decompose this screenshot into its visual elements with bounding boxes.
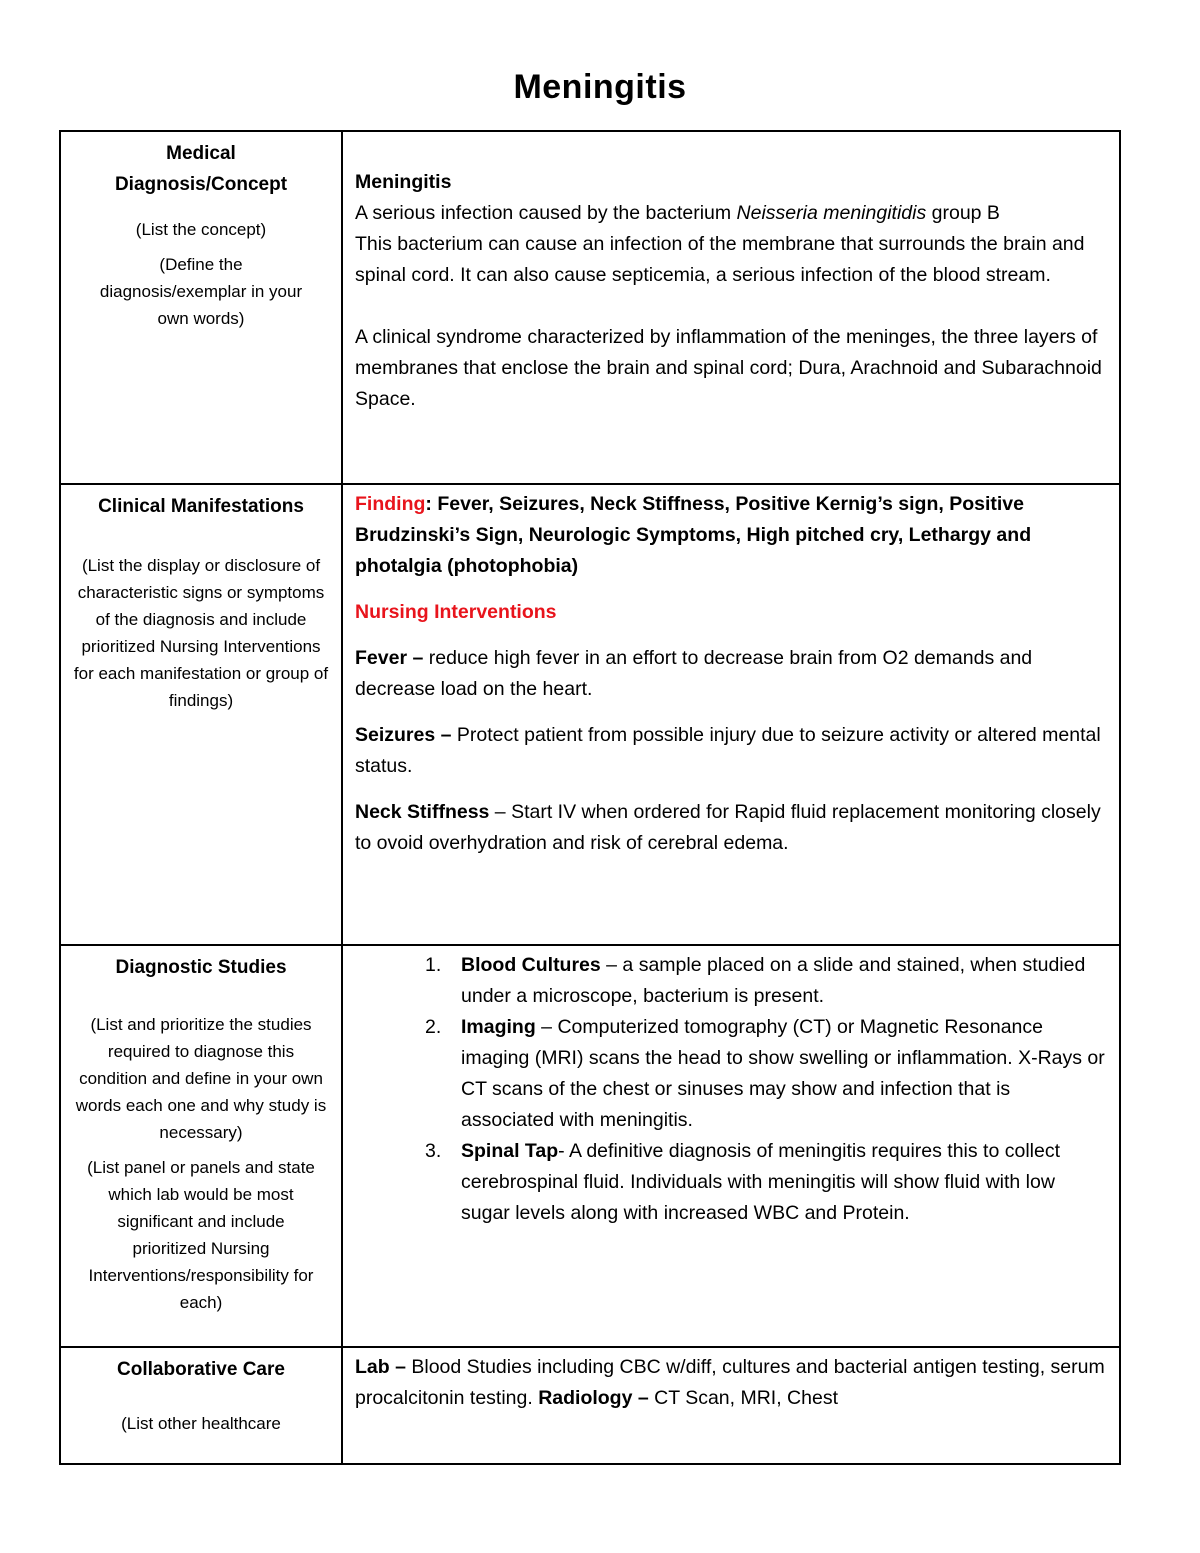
seizures-intervention: [355, 720, 1105, 782]
table-row-diagnostics: [60, 945, 1120, 1347]
diagnostics-label-cell: [60, 945, 342, 1347]
item-text: – Computerized tomography (CT) or Magnetic Resonance imaging (MRI) scans the head to show swelling or inflammation. X-Rays or CT scans of the chest or sinuses may show and infection that is associated with meningitis.: [461, 1016, 1105, 1131]
diagnosis-body: This bacterium can cause an infection of the membrane that surrounds the brain and spinal cord. It can also cause septicemia, a serious infection of the blood stream.: [355, 233, 1085, 286]
neck-label: Neck Stiffness: [355, 801, 490, 823]
diagnosis-sub-2: (Define the diagnosis/exemplar in your own words): [99, 255, 303, 328]
interventions-heading: Nursing Interventions: [355, 601, 557, 623]
radiology-label: Radiology –: [538, 1387, 649, 1409]
collab-text: [355, 1352, 1105, 1414]
diagnostics-heading: Diagnostic Studies: [115, 957, 287, 978]
definition-pre: A serious infection caused by the bacterium: [355, 202, 737, 224]
finding-paragraph: [355, 489, 1105, 582]
collab-content-cell: [342, 1347, 1120, 1464]
diagnosis-content-cell: [342, 131, 1120, 484]
table-row-diagnosis: [60, 131, 1120, 484]
item-number: 1.: [425, 954, 442, 976]
seizures-text: Protect patient from possible injury due to seizure activity or altered mental status.: [355, 724, 1101, 777]
neck-intervention: [355, 797, 1105, 859]
collab-label-cell: [60, 1347, 342, 1464]
neck-text: – Start IV when ordered for Rapid fluid replacement monitoring closely to ovoid overhydration and risk of cerebral edema.: [355, 801, 1101, 854]
item-label: Imaging: [461, 1016, 536, 1038]
concept-map-table: [59, 130, 1121, 1465]
manifestations-heading: Clinical Manifestations: [98, 496, 304, 517]
diagnostics-sub-1: (List and prioritize the studies required to diagnose this condition and define in your own words each one and why study is necessary): [75, 1015, 327, 1142]
table-row-collab: [60, 1347, 1120, 1464]
diagnosis-syndrome: A clinical syndrome characterized by inflammation of the meninges, the three layers of membranes that enclose the brain and spinal cord; Dura, Arachnoid and Subarachnoid Space.: [355, 326, 1102, 410]
manifestations-label-cell: [60, 484, 342, 945]
finding-colon: :: [425, 493, 432, 515]
bacterium-name: Neisseria meningitidis: [736, 202, 927, 224]
fever-intervention: [355, 643, 1105, 705]
lab-label: Lab –: [355, 1356, 406, 1378]
item-label: Spinal Tap: [461, 1140, 559, 1162]
item-label: Blood Cultures: [461, 954, 601, 976]
fever-label: Fever –: [355, 647, 424, 669]
diagnosis-name: Meningitis: [355, 171, 452, 193]
diagnosis-heading: Medical Diagnosis/Concept: [114, 143, 288, 195]
item-text: - A definitive diagnosis of meningitis requires this to collect cerebrospinal fluid. Individuals with meningitis will show fluid with low sugar levels along with increased WBC and Protein.: [461, 1140, 1060, 1224]
list-item: [355, 950, 1105, 1012]
diagnostic-studies-list: [355, 950, 1105, 1229]
seizures-label: Seizures –: [355, 724, 452, 746]
finding-text: Fever, Seizures, Neck Stiffness, Positive Kernig’s sign, Positive Brudzinski’s Sign, Neurologic Symptoms, High pitched cry, Lethargy and photalgia (photophobia): [355, 493, 1032, 577]
manifestations-content-cell: [342, 484, 1120, 945]
fever-text: reduce high fever in an effort to decrease brain from O2 demands and decrease load on the heart.: [355, 647, 1033, 700]
item-text: – a sample placed on a slide and stained, when studied under a microscope, bacterium is present.: [461, 954, 1086, 1007]
diagnosis-definition-line: [355, 198, 1105, 229]
list-item: [355, 1012, 1105, 1136]
item-number: 2.: [425, 1016, 442, 1038]
definition-post: group B: [926, 202, 1000, 224]
collab-heading: Collaborative Care: [117, 1359, 285, 1380]
diagnosis-label-cell: [60, 131, 342, 484]
finding-label: Finding: [355, 493, 426, 515]
collab-sub: (List other healthcare: [121, 1414, 281, 1433]
radiology-text: CT Scan, MRI, Chest: [648, 1387, 838, 1409]
diagnostics-content-cell: [342, 945, 1120, 1347]
page-title: Meningitis: [513, 68, 687, 106]
item-number: 3.: [425, 1140, 442, 1162]
manifestations-sub: (List the display or disclosure of characteristic signs or symptoms of the diagnosis and include prioritized Nursing Interventions for each manifestation or group of findings): [73, 556, 329, 710]
table-row-manifestations: [60, 484, 1120, 945]
diagnostics-sub-2: (List panel or panels and state which lab would be most significant and include prioritized Nursing Interventions/responsibility for each): [87, 1158, 315, 1312]
diagnosis-sub-1: (List the concept): [135, 220, 267, 239]
lab-text: Blood Studies including CBC w/diff, cultures and bacterial antigen testing, serum procalcitonin testing.: [355, 1356, 1105, 1409]
list-item: [355, 1136, 1105, 1229]
